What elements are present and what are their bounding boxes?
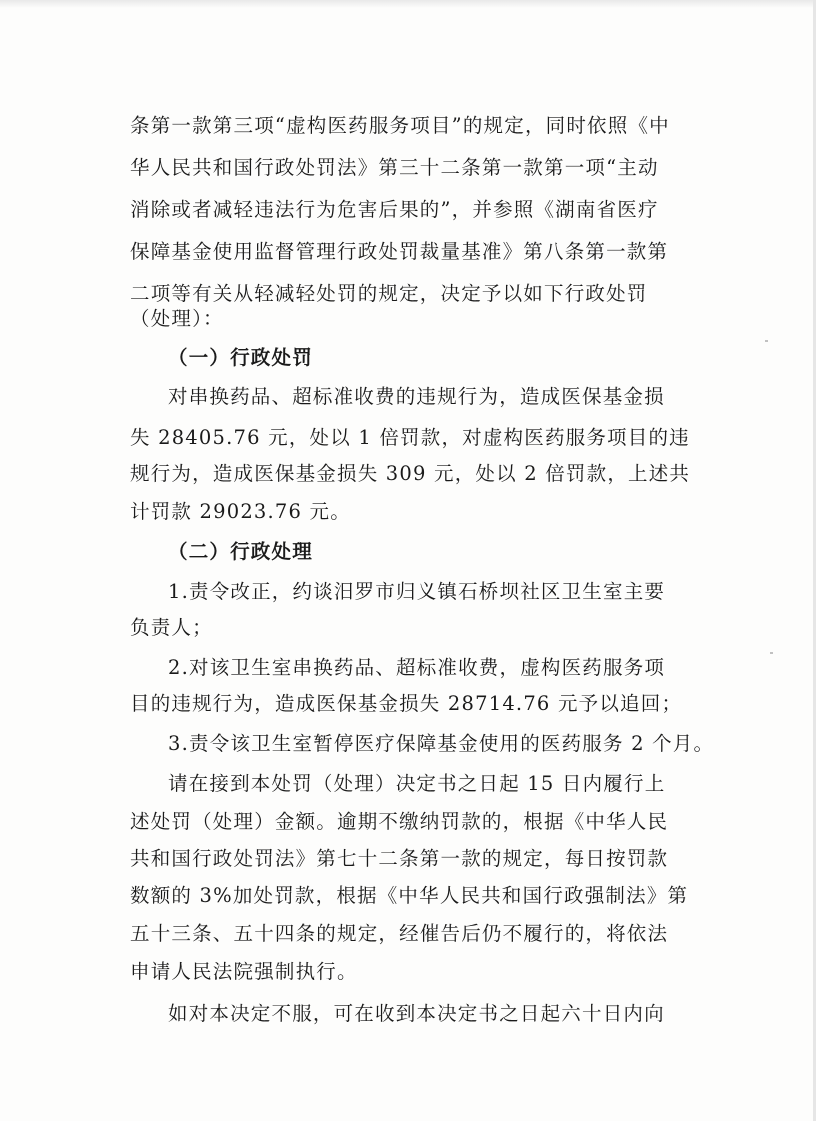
body-line: 负责人； [130,616,213,639]
body-line: 对串换药品、超标准收费的违规行为，造成医保基金损 [168,385,665,408]
body-line: 计罚款 29023.76 元。 [130,500,351,523]
body-line: 申请人民法院强制执行。 [130,960,358,983]
section-heading-penalty: （一）行政处罚 [168,346,313,369]
body-line: 二项等有关从轻减轻处罚的规定，决定予以如下行政处罚 [130,282,648,305]
body-line: 3.责令该卫生室暂停医疗保障基金使用的医药服务 2 个月。 [168,732,715,755]
body-line: 2.对该卫生室串换药品、超标准收费，虚构医药服务项 [168,656,666,679]
body-line: 条第一款第三项“虚构医药服务项目”的规定，同时依照《中 [130,114,670,137]
section-heading-handling: （二）行政处理 [168,540,313,563]
body-line: 失 28405.76 元，处以 1 倍罚款，对虚构医药服务项目的违 [130,426,690,449]
body-line: 保障基金使用监督管理行政处罚裁量基准》第八条第一款第 [130,240,669,263]
body-line: 五十三条、五十四条的规定，经催告后仍不履行的，将依法 [130,922,669,945]
scan-speck [765,340,768,342]
body-line: 数额的 3%加处罚款，根据《中华人民共和国行政强制法》第 [130,884,689,907]
scan-top-edge [0,0,816,8]
body-line: 规行为，造成医保基金损失 309 元，处以 2 倍罚款，上述共 [130,462,691,485]
body-line: 如对本决定不服，可在收到本决定书之日起六十日内向 [168,1002,665,1025]
body-line: 1.责令改正，约谈汨罗市归义镇石桥坝社区卫生室主要 [168,580,666,603]
body-line: 请在接到本处罚（处理）决定书之日起 15 日内履行上 [168,772,666,795]
body-line: （处理）： [130,307,224,330]
body-line: 目的违规行为，造成医保基金损失 28714.76 元予以追回； [130,692,683,715]
body-line: 述处罚（处理）金额。逾期不缴纳罚款的，根据《中华人民 [130,810,669,833]
body-line: 消除或者减轻违法行为危害后果的”，并参照《湖南省医疗 [130,198,659,221]
body-line: 华人民共和国行政处罚法》第三十二条第一款第一项“主动 [130,156,659,179]
scan-speck [770,652,773,654]
body-line: 共和国行政处罚法》第七十二条第一款的规定，每日按罚款 [130,847,669,870]
